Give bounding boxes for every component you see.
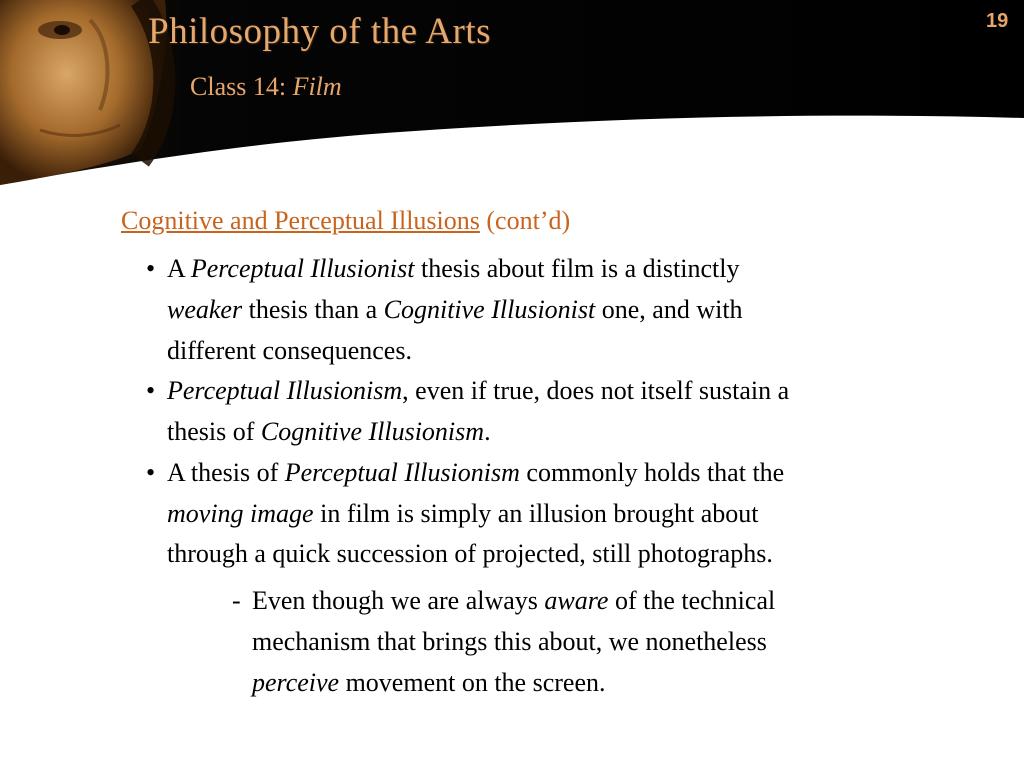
bullet-line (167, 248, 739, 289)
sub-point-line (252, 580, 775, 621)
sub-point-emphasis: aware (544, 586, 609, 615)
bullet-text: , even if true, does not itself sustain a (402, 376, 790, 405)
bullet-line (167, 533, 773, 574)
bullet-emphasis: Cognitive Illusionist (383, 295, 596, 324)
slide-number: 19 (986, 10, 1009, 32)
bullet-text: thesis of (167, 417, 261, 446)
sub-point-text: movement on the screen. (339, 668, 606, 697)
bullet-marker: • (146, 458, 156, 487)
bullet-marker: • (146, 254, 156, 283)
section-heading (121, 206, 570, 236)
class-number: Class 14: (190, 72, 287, 101)
bullet-line (167, 330, 412, 371)
bullet-emphasis: moving image (167, 499, 314, 528)
bullet-emphasis: Perceptual Illusionist (190, 254, 415, 283)
bullet-line (167, 452, 784, 493)
bullet-text: in film is simply an illusion brought about (313, 499, 759, 528)
bullet-text: commonly holds that the (519, 458, 785, 487)
section-heading-link[interactable]: Cognitive and Perceptual Illusions (121, 206, 480, 235)
sub-point-emphasis: perceive (252, 668, 340, 697)
class-topic: Film (292, 72, 342, 101)
bullet-line (167, 493, 758, 534)
bullet-emphasis: weaker (167, 295, 243, 324)
bullet-text: through a quick succession of projected, still photographs. (167, 539, 773, 568)
bullet-emphasis: Perceptual Illusionism (284, 458, 520, 487)
bullet-emphasis: Cognitive Illusionism (260, 417, 485, 446)
bullet-text: one, and with (595, 295, 743, 324)
section-heading-suffix: (cont’d) (486, 206, 571, 235)
bullet-line (167, 370, 789, 411)
sub-point-line (252, 621, 767, 662)
bullet-text: different consequences. (167, 336, 412, 365)
bullet-emphasis: Perceptual Illusionism (167, 376, 403, 405)
bullet-text: . (484, 417, 491, 446)
sub-point-line (252, 662, 606, 703)
bullet-text: thesis than a (242, 295, 384, 324)
bullet-text: A (167, 254, 191, 283)
sub-point-text: Even though we are always (252, 586, 545, 615)
course-title: Philosophy of the Arts (148, 11, 491, 52)
bullet-marker: • (146, 376, 156, 405)
bullet-text: A thesis of (167, 458, 285, 487)
sub-point-marker: - (232, 586, 241, 615)
bullet-line (167, 411, 491, 452)
sub-point-text: mechanism that brings this about, we nonetheless (252, 627, 767, 656)
sub-point-text: of the technical (608, 586, 776, 615)
bullet-line (167, 289, 743, 330)
bullet-text: thesis about film is a distinctly (414, 254, 740, 283)
